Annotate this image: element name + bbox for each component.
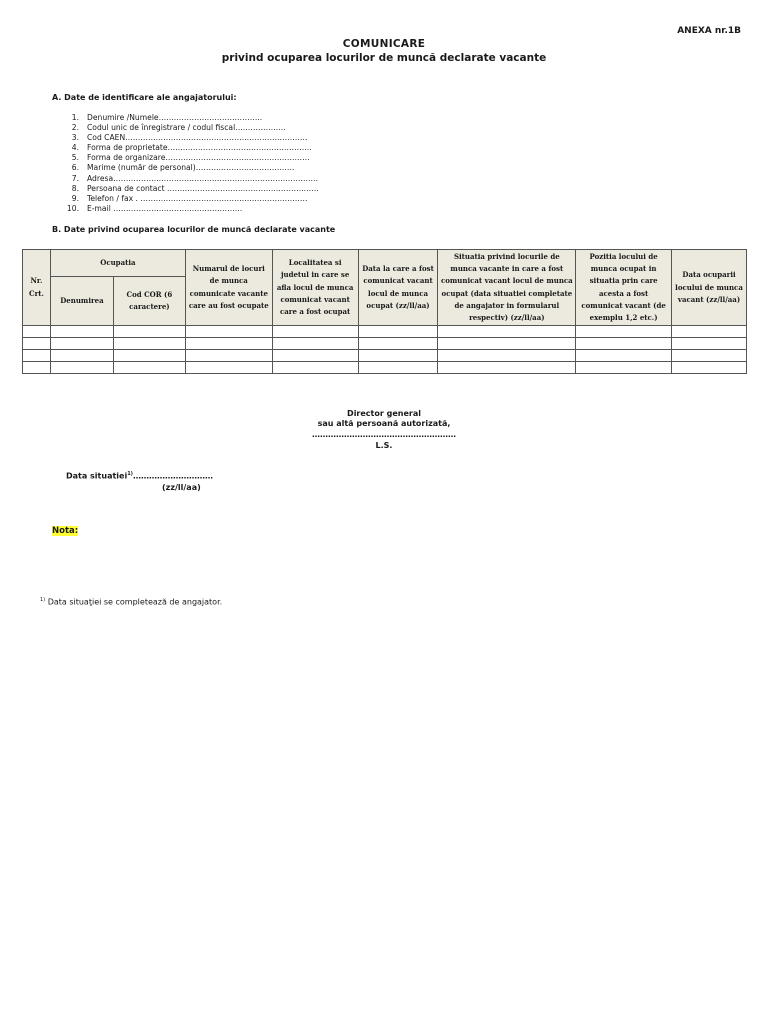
table-cell[interactable]: [576, 338, 672, 350]
table-cell[interactable]: [672, 338, 747, 350]
item-text: Marime (număr de personal)…………………………………: [87, 163, 295, 173]
table-cell[interactable]: [272, 362, 358, 374]
table-row: [23, 338, 747, 350]
item-number: 9.: [71, 193, 79, 203]
item-number: 6.: [71, 163, 79, 173]
table-cell[interactable]: [672, 350, 747, 362]
table-cell[interactable]: [576, 326, 672, 338]
list-item: [58, 204, 319, 214]
table-cell[interactable]: [358, 350, 438, 362]
list-item: [58, 153, 319, 163]
signatory-title: Director general: [347, 409, 421, 418]
table-cell[interactable]: [672, 362, 747, 374]
table-cell[interactable]: [185, 326, 272, 338]
table-cell[interactable]: [672, 326, 747, 338]
item-text: Forma de proprietate…………………………………………………: [87, 143, 312, 153]
document-subtitle: privind ocuparea locurilor de muncă declarate vacante: [221, 52, 547, 64]
date-field: [66, 471, 213, 481]
table-cell[interactable]: [358, 338, 438, 350]
table-cell[interactable]: [358, 362, 438, 374]
header-localitatea: Localitatea si judetul in care se afla locul de munca comunicat vacant care a fost ocupat: [272, 250, 358, 326]
item-number: 3.: [71, 133, 79, 143]
table-cell[interactable]: [438, 362, 576, 374]
footnote-text: Data situaţiei se completează de angajator.: [47, 597, 223, 607]
table-cell[interactable]: [576, 350, 672, 362]
header-situatia: Situatia privind locurile de munca vacante in care a fost comunicat vacant locul de munca ocupat (data situatiei completate de angajator in formularul respectiv) (zz/ll/aa): [438, 250, 576, 326]
table-cell[interactable]: [272, 338, 358, 350]
item-text: Forma de organizare…………………………………………………: [87, 153, 310, 163]
table-cell[interactable]: [438, 338, 576, 350]
signature-line: ………………………………………………: [312, 430, 456, 439]
list-item: [58, 133, 319, 143]
item-text: Cod CAEN………………………………………………………………: [87, 133, 308, 143]
table-row: [23, 350, 747, 362]
table-cell[interactable]: [113, 362, 185, 374]
item-text: Persoana de contact ……………………………………………………: [87, 183, 319, 193]
list-item: [58, 123, 319, 133]
table-row: [23, 326, 747, 338]
table-row: [23, 362, 747, 374]
section-a-heading: A. Date de identificare ale angajatorului:: [52, 93, 237, 102]
header-nr-crt: Nr. Crt.: [23, 250, 51, 326]
list-item: [58, 184, 319, 194]
item-number: 1.: [71, 113, 79, 122]
table-cell[interactable]: [113, 338, 185, 350]
item-text: E-mail ……………………………………………: [87, 203, 243, 213]
table-cell[interactable]: [438, 326, 576, 338]
date-blank: …………………………: [132, 471, 213, 481]
header-pozitia: Pozitia locului de munca ocupat in situatia prin care acesta a fost comunicat vacant (de exemplu 1,2 etc.): [576, 250, 672, 326]
header-cod-cor: Cod COR (6 caractere): [113, 277, 185, 326]
item-text: Denumire /Numele…………………………………..: [87, 113, 263, 122]
header-numarul-locuri: Numarul de locuri de munca comunicate vacante care au fost ocupate: [185, 250, 272, 326]
date-label: Data situatiei: [66, 471, 128, 481]
table-cell[interactable]: [185, 350, 272, 362]
table-cell[interactable]: [50, 350, 113, 362]
table-cell[interactable]: [23, 350, 51, 362]
item-number: 8.: [71, 183, 79, 193]
date-footnote-marker: 1): [127, 471, 133, 477]
item-number: 10.: [66, 203, 79, 213]
vacancies-table: [22, 249, 747, 374]
table-cell[interactable]: [185, 362, 272, 374]
list-item: [58, 194, 319, 204]
table-cell[interactable]: [23, 362, 51, 374]
table-cell[interactable]: [50, 362, 113, 374]
item-number: 5.: [71, 153, 79, 163]
item-text: Telefon / fax . …………………………………………………………: [87, 193, 308, 203]
header-denumirea: Denumirea: [50, 277, 113, 326]
table-cell[interactable]: [23, 326, 51, 338]
list-item: [58, 163, 319, 173]
table-cell[interactable]: [438, 350, 576, 362]
table-cell[interactable]: [50, 338, 113, 350]
header-ocupatia: Ocupatia: [50, 250, 185, 277]
list-item: [58, 143, 319, 153]
document-title: COMUNICARE: [342, 38, 426, 50]
list-item: [58, 174, 319, 184]
table-cell[interactable]: [576, 362, 672, 374]
nota-label: Nota:: [52, 526, 79, 536]
table-cell[interactable]: [272, 350, 358, 362]
item-text: Codul unic de înregistrare / codul fiscal………………..: [87, 123, 286, 133]
table-cell[interactable]: [50, 326, 113, 338]
date-format: (zz/ll/aa): [162, 483, 201, 492]
item-number: 4.: [71, 143, 79, 153]
item-number: 7.: [71, 173, 79, 183]
list-item: [58, 113, 319, 123]
table-cell[interactable]: [358, 326, 438, 338]
table-cell[interactable]: [272, 326, 358, 338]
seal-label: L.S.: [375, 441, 393, 450]
header-data-comunicat: Data la care a fost comunicat vacant locul de munca ocupat (zz/ll/aa): [358, 250, 438, 326]
table-cell[interactable]: [113, 350, 185, 362]
table-cell[interactable]: [185, 338, 272, 350]
table-cell[interactable]: [23, 338, 51, 350]
identification-list: [58, 113, 319, 214]
header-data-ocuparii: Data ocuparii locului de munca vacant (zz/ll/aa): [672, 250, 747, 326]
footnote: [40, 597, 222, 607]
table-cell[interactable]: [113, 326, 185, 338]
annex-number: ANEXA nr.1B: [677, 26, 741, 36]
section-b-heading: B. Date privind ocuparea locurilor de muncă declarate vacante: [52, 225, 336, 234]
item-text: Adresa………………………………………………………………………: [87, 173, 319, 183]
footnote-marker: 1): [40, 597, 46, 603]
signatory-alternate: sau altă persoană autorizată,: [317, 419, 451, 428]
item-number: 2.: [71, 123, 79, 133]
